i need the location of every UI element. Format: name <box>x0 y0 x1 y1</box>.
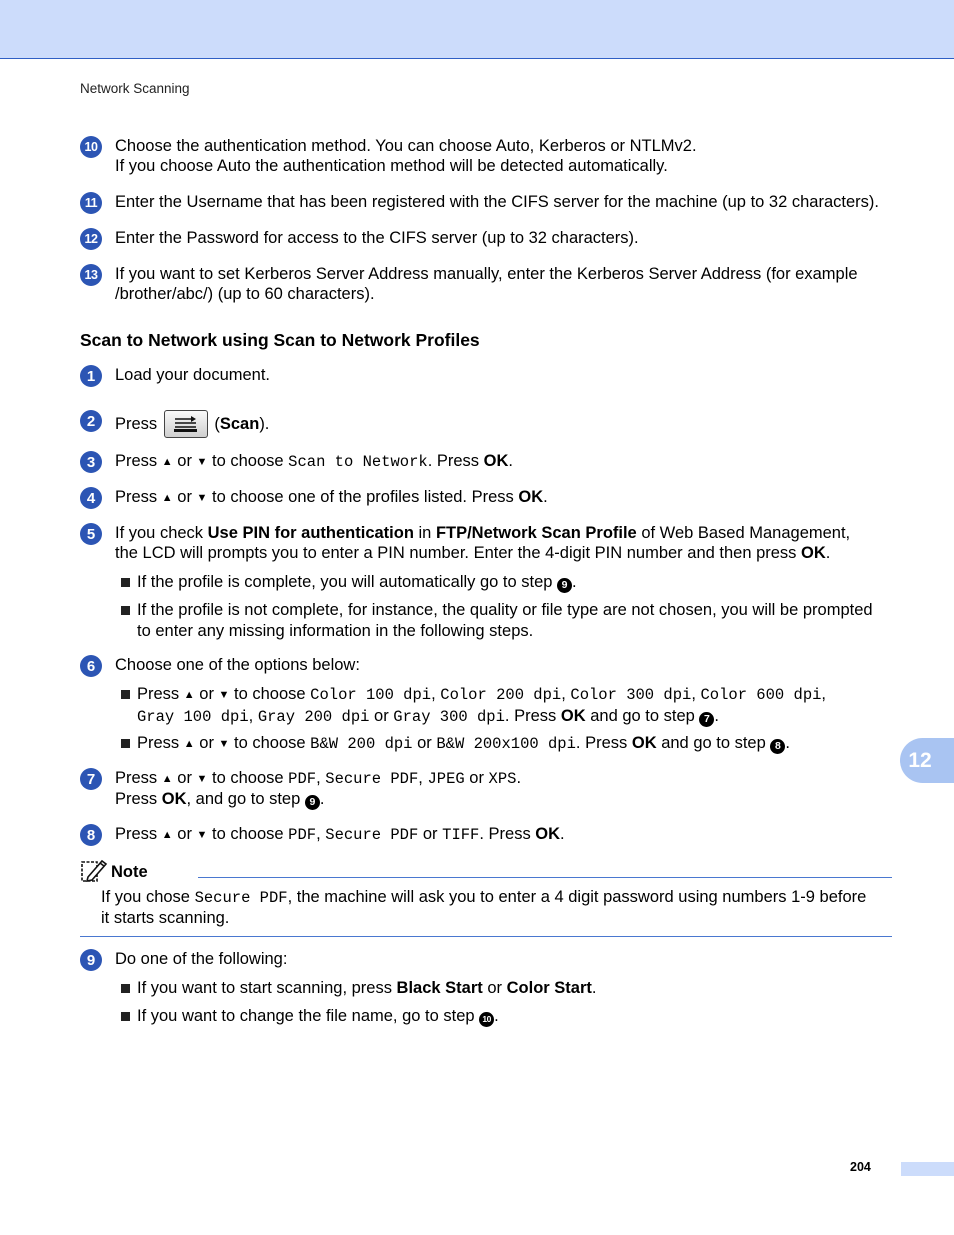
comma: , <box>418 769 423 787</box>
bullet-text: If you want to change the file name, go to step <box>137 1007 480 1025</box>
setting-name: FTP/Network Scan Profile <box>435 524 637 542</box>
step-text: , and go to step <box>186 790 305 808</box>
step-2 <box>80 410 900 438</box>
up-arrow-icon: ▲ <box>161 829 173 841</box>
step-3 <box>80 451 900 472</box>
ok-key: OK <box>801 544 826 562</box>
close-paren: ). <box>259 415 270 433</box>
step-ref-icon: 10 <box>479 1012 494 1027</box>
step-ref-icon: 7 <box>699 712 714 727</box>
step-number: 13 <box>80 264 102 286</box>
step-number: 6 <box>80 655 102 677</box>
down-arrow-icon: ▼ <box>218 738 230 750</box>
menu-option: Secure PDF <box>194 889 288 907</box>
comma: , <box>316 825 321 843</box>
or-text: or <box>199 734 214 752</box>
step-text: . Press <box>427 452 484 470</box>
step-11 <box>80 192 900 212</box>
bullet-item <box>121 733 896 755</box>
step-8 <box>80 824 900 845</box>
menu-option: Color 100 dpi <box>310 686 432 704</box>
or-text: or <box>177 825 192 843</box>
bullet-item <box>121 572 896 593</box>
menu-option: Color 200 dpi <box>440 686 562 704</box>
bullet-text: to enter any missing information in the following steps. <box>137 622 534 640</box>
bullet-text: or <box>482 979 507 997</box>
or-text: or <box>199 685 214 703</box>
bullet-text: If you want to start scanning, press <box>137 979 397 997</box>
to-choose-text: to choose <box>212 825 284 843</box>
ok-key: OK <box>161 790 187 808</box>
up-arrow-icon: ▲ <box>161 456 173 468</box>
menu-option: PDF <box>288 826 317 844</box>
press-text: Press <box>115 825 158 843</box>
step-number: 4 <box>80 487 102 509</box>
step-number: 3 <box>80 451 102 473</box>
note-text: If you chose <box>101 888 195 906</box>
press-text: Press <box>137 734 180 752</box>
step-number: 12 <box>80 228 102 250</box>
chapter-tab: 12 <box>900 738 954 783</box>
step-text: Choose the authentication method. You can choose Auto, Kerberos or NTLMv2. <box>115 137 697 155</box>
step-number: 9 <box>80 949 102 971</box>
key-name: Color Start <box>506 979 592 997</box>
step-ref-icon: 9 <box>557 578 572 593</box>
note-pencil-icon <box>80 857 108 883</box>
footer-bar <box>901 1162 954 1176</box>
step-5 <box>80 523 900 563</box>
scan-key-icon <box>164 410 208 438</box>
menu-option: Gray 100 dpi <box>137 708 249 726</box>
step-number: 11 <box>80 192 102 214</box>
menu-option: Gray 300 dpi <box>393 708 505 726</box>
menu-option: JPEG <box>427 770 465 788</box>
step-number: 5 <box>80 523 102 545</box>
menu-option: PDF <box>288 770 317 788</box>
or-text: or <box>177 769 192 787</box>
step-number: 8 <box>80 824 102 846</box>
ok-key: OK <box>535 825 561 843</box>
comma: , <box>316 769 321 787</box>
step-text: to choose one of the profiles listed. Press <box>212 488 519 506</box>
note-label: Note <box>111 863 148 881</box>
bullet-text: If the profile is not complete, for instance, the quality or file type are not chosen, you will be prompted <box>137 601 873 619</box>
to-choose-text: to choose <box>212 452 284 470</box>
note-end-divider <box>80 936 892 937</box>
step-text: Press <box>115 790 162 808</box>
step-10 <box>80 136 900 176</box>
step-text: Load your document. <box>115 366 271 384</box>
menu-option: Color 300 dpi <box>570 686 692 704</box>
step-12 <box>80 228 900 248</box>
step-text: /brother/abc/) (up to 60 characters). <box>115 285 375 303</box>
note-text: , the machine will ask you to enter a 4 digit password using numbers 1-9 before <box>287 888 867 906</box>
step-9 <box>80 949 900 969</box>
ok-key: OK <box>631 734 657 752</box>
or-text: or <box>374 707 389 725</box>
down-arrow-icon: ▼ <box>196 829 208 841</box>
bullet-text: If the profile is complete, you will automatically go to step <box>137 573 558 591</box>
press-text: Press <box>137 685 180 703</box>
press-text: Press <box>115 488 158 506</box>
step-text: Do one of the following: <box>115 950 288 968</box>
step-4 <box>80 487 900 508</box>
menu-option: XPS <box>488 770 517 788</box>
step-7 <box>80 768 900 810</box>
period: . <box>714 707 720 725</box>
step-text: Enter the Password for access to the CIFS server (up to 32 characters). <box>115 229 639 247</box>
bullet-square-icon <box>121 578 130 587</box>
open-paren: ( <box>214 415 220 433</box>
press-text: Press <box>115 415 158 433</box>
ok-key: OK <box>560 707 586 725</box>
to-choose-text: to choose <box>234 685 306 703</box>
comma: , <box>248 707 254 725</box>
or-text: or <box>177 452 192 470</box>
step-number: 1 <box>80 365 102 387</box>
period: . <box>494 1007 499 1025</box>
page-number: 204 <box>850 1160 871 1174</box>
key-name: Black Start <box>396 979 483 997</box>
bullet-item <box>121 600 896 642</box>
comma: , <box>561 685 566 703</box>
menu-option: Scan to Network <box>288 453 428 471</box>
note-divider <box>198 877 892 878</box>
period: . <box>543 488 548 506</box>
press-text: Press <box>514 707 557 725</box>
bullet-square-icon <box>121 606 130 615</box>
section-title: Scan to Network using Scan to Network Profiles <box>80 330 480 350</box>
bullet-item <box>121 978 896 999</box>
period: . <box>516 769 522 787</box>
menu-option: Color 600 dpi <box>700 686 822 704</box>
header-band <box>0 0 954 59</box>
period: . <box>575 734 581 752</box>
comma: , <box>821 685 827 703</box>
or-text: or <box>417 734 432 752</box>
step-text: in <box>413 524 436 542</box>
ok-key: OK <box>518 488 544 506</box>
or-text: or <box>177 488 192 506</box>
step-13 <box>80 264 900 304</box>
down-arrow-icon: ▼ <box>218 689 230 701</box>
step-text: the LCD will prompts you to enter a PIN number. Enter the 4-digit PIN number and then press <box>115 544 802 562</box>
step-number: 10 <box>80 136 102 158</box>
comma: , <box>691 685 696 703</box>
up-arrow-icon: ▲ <box>183 689 195 701</box>
menu-option: B&W 200x100 dpi <box>436 735 576 753</box>
period: . <box>785 734 790 752</box>
step-number: 7 <box>80 768 102 790</box>
bullet-item <box>121 1006 896 1027</box>
period: . <box>572 573 577 591</box>
period: . <box>319 790 325 808</box>
up-arrow-icon: ▲ <box>183 738 195 750</box>
up-arrow-icon: ▲ <box>161 492 173 504</box>
step-number: 2 <box>80 410 102 432</box>
or-text: or <box>422 825 438 843</box>
step-text: If you choose Auto the authentication method will be detected automatically. <box>115 157 668 175</box>
step-ref-icon: 8 <box>770 739 785 754</box>
step-ref-icon: 9 <box>305 795 320 810</box>
down-arrow-icon: ▼ <box>196 773 208 785</box>
up-arrow-icon: ▲ <box>161 773 173 785</box>
ok-key: OK <box>483 452 509 470</box>
press-text: Press <box>585 734 628 752</box>
step-text: If you check <box>115 524 208 542</box>
period: . <box>508 452 513 470</box>
scan-label: Scan <box>219 415 260 433</box>
bullet-square-icon <box>121 1012 130 1021</box>
bullet-square-icon <box>121 690 130 699</box>
bullet-square-icon <box>121 984 130 993</box>
press-text: Press <box>115 769 158 787</box>
period: . <box>591 979 597 997</box>
step-text: . Press <box>479 825 536 843</box>
step-1 <box>80 365 900 385</box>
step-text: If you want to set Kerberos Server Address manually, enter the Kerberos Server Address (for example <box>115 265 858 283</box>
step-text: of Web Based Management, <box>636 524 851 542</box>
comma: , <box>431 685 436 703</box>
or-text: or <box>469 769 484 787</box>
menu-option: Secure PDF <box>325 770 419 788</box>
running-title: Network Scanning <box>80 81 190 96</box>
menu-option: B&W 200 dpi <box>310 735 413 753</box>
bullet-square-icon <box>121 739 130 748</box>
press-text: Press <box>115 452 158 470</box>
menu-option: Gray 200 dpi <box>257 708 370 726</box>
step-6 <box>80 655 900 675</box>
note-text: it starts scanning. <box>101 909 230 927</box>
step-text: Enter the Username that has been registered with the CIFS server for the machine (up to 32 characters). <box>115 193 879 211</box>
to-choose-text: to choose <box>234 734 306 752</box>
step-text: Choose one of the options below: <box>115 656 360 674</box>
down-arrow-icon: ▼ <box>196 492 208 504</box>
to-choose-text: to choose <box>212 769 284 787</box>
go-to-step-text: and go to step <box>590 707 695 725</box>
menu-option: TIFF <box>442 826 480 844</box>
bullet-item <box>121 684 896 728</box>
go-to-step-text: and go to step <box>661 734 766 752</box>
period: . <box>504 707 510 725</box>
menu-option: Secure PDF <box>325 826 419 844</box>
period: . <box>825 544 831 562</box>
period: . <box>560 825 565 843</box>
setting-name: Use PIN for authentication <box>207 524 414 542</box>
down-arrow-icon: ▼ <box>196 456 208 468</box>
